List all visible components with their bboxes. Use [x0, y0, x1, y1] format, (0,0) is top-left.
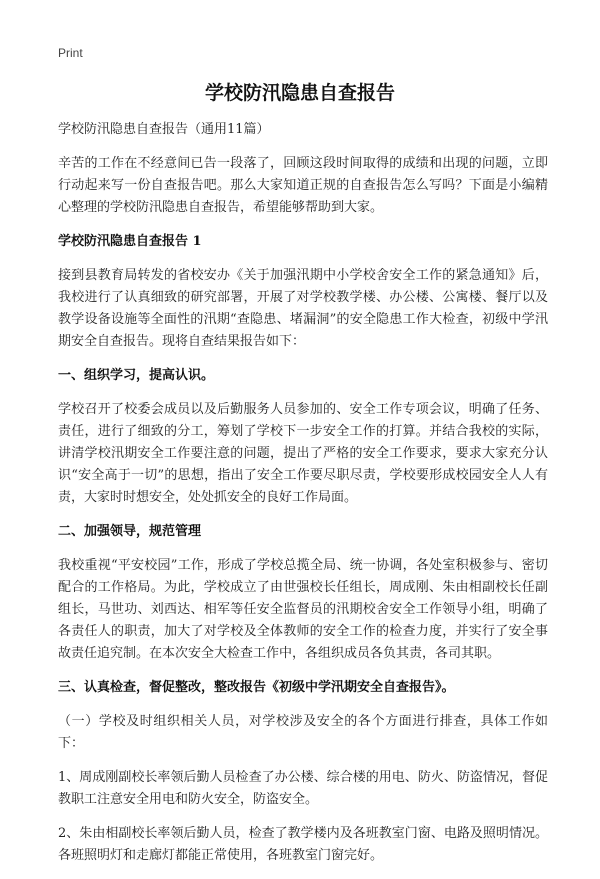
- heading-2: 二、加强领导，规范管理: [58, 524, 202, 539]
- heading-3: 三、认真检查，督促整改，整改报告《初级中学汛期安全自查报告》。: [58, 680, 455, 695]
- paragraph-6: 2、朱由相副校长率领后勤人员，检查了教学楼内及各班教室门窗、电路及照明情况。各班照明灯和走廊灯都能正常使用，各班教室门窗完好。: [58, 826, 548, 863]
- paragraph-3: 我校重视“平安校园”工作，形成了学校总揽全局、统一协调，各处室积极参与、密切配合的工作格局。为此，学校成立了由世强校长任组长，周成刚、朱由相副校长任副组长，马世功、刘西达、相军等任安全监督员的汛期校舍安全工作领导小组，明确了各责任人的职责，加大了对学校及全体教师的安全工作的检查力度，并实行了安全事故责任追究制。在本次安全大检查工作中，各组织成员各负其责，各司其职。: [58, 558, 548, 661]
- page-title: 学校防汛隐患自查报告: [204, 82, 395, 104]
- document-subtitle: 学校防汛隐患自查报告（通用11篇）: [58, 122, 270, 137]
- paragraph-1: 接到县教育局转发的省校安办《关于加强汛期中小学校舍安全工作的紧急通知》后，我校进行了认真细致的研究部署，开展了对学校教学楼、办公楼、公寓楼、餐厅以及教学设备设施等全面性的汛期“查隐患、堵漏洞”的安全隐患工作大检查，初级中学汛期安全自查报告。现将自查结果报告如下：: [58, 268, 548, 349]
- paragraph-2: 学校召开了校委会成员以及后勤服务人员参加的、安全工作专项会议，明确了任务、责任，进行了细致的分工，筹划了学校下一步安全工作的打算。并结合我校的实际，讲清学校汛期安全工作要注意的问题，提出了严格的安全工作要求，要求大家充分认识“安全高于一切”的思想，指出了安全工作要尽职尽责，学校要形成校园安全人人有责，大家时时想安全，处处抓安全的良好工作局面。: [58, 402, 548, 505]
- heading-1: 一、组织学习，提高认识。: [58, 368, 215, 383]
- print-link[interactable]: Print: [58, 46, 83, 60]
- document-body: [58, 119, 548, 879]
- paragraph-4: （一）学校及时组织相关人员，对学校涉及安全的各个方面进行排查，具体工作如下：: [58, 714, 548, 751]
- section-title: 学校防汛隐患自查报告 1: [58, 234, 202, 249]
- intro-paragraph: 辛苦的工作在不经意间已告一段落了，回顾这段时间取得的成绩和出现的问题，立即行动起来写一份自查报告吧。那么大家知道正规的自查报告怎么写吗？下面是小编精心整理的学校防汛隐患自查报告，希望能够帮助到大家。: [58, 156, 548, 215]
- paragraph-5: 1、周成刚副校长率领后勤人员检查了办公楼、综合楼的用电、防火、防盗情况，督促教职工注意安全用电和防火安全，防盗安全。: [58, 770, 548, 807]
